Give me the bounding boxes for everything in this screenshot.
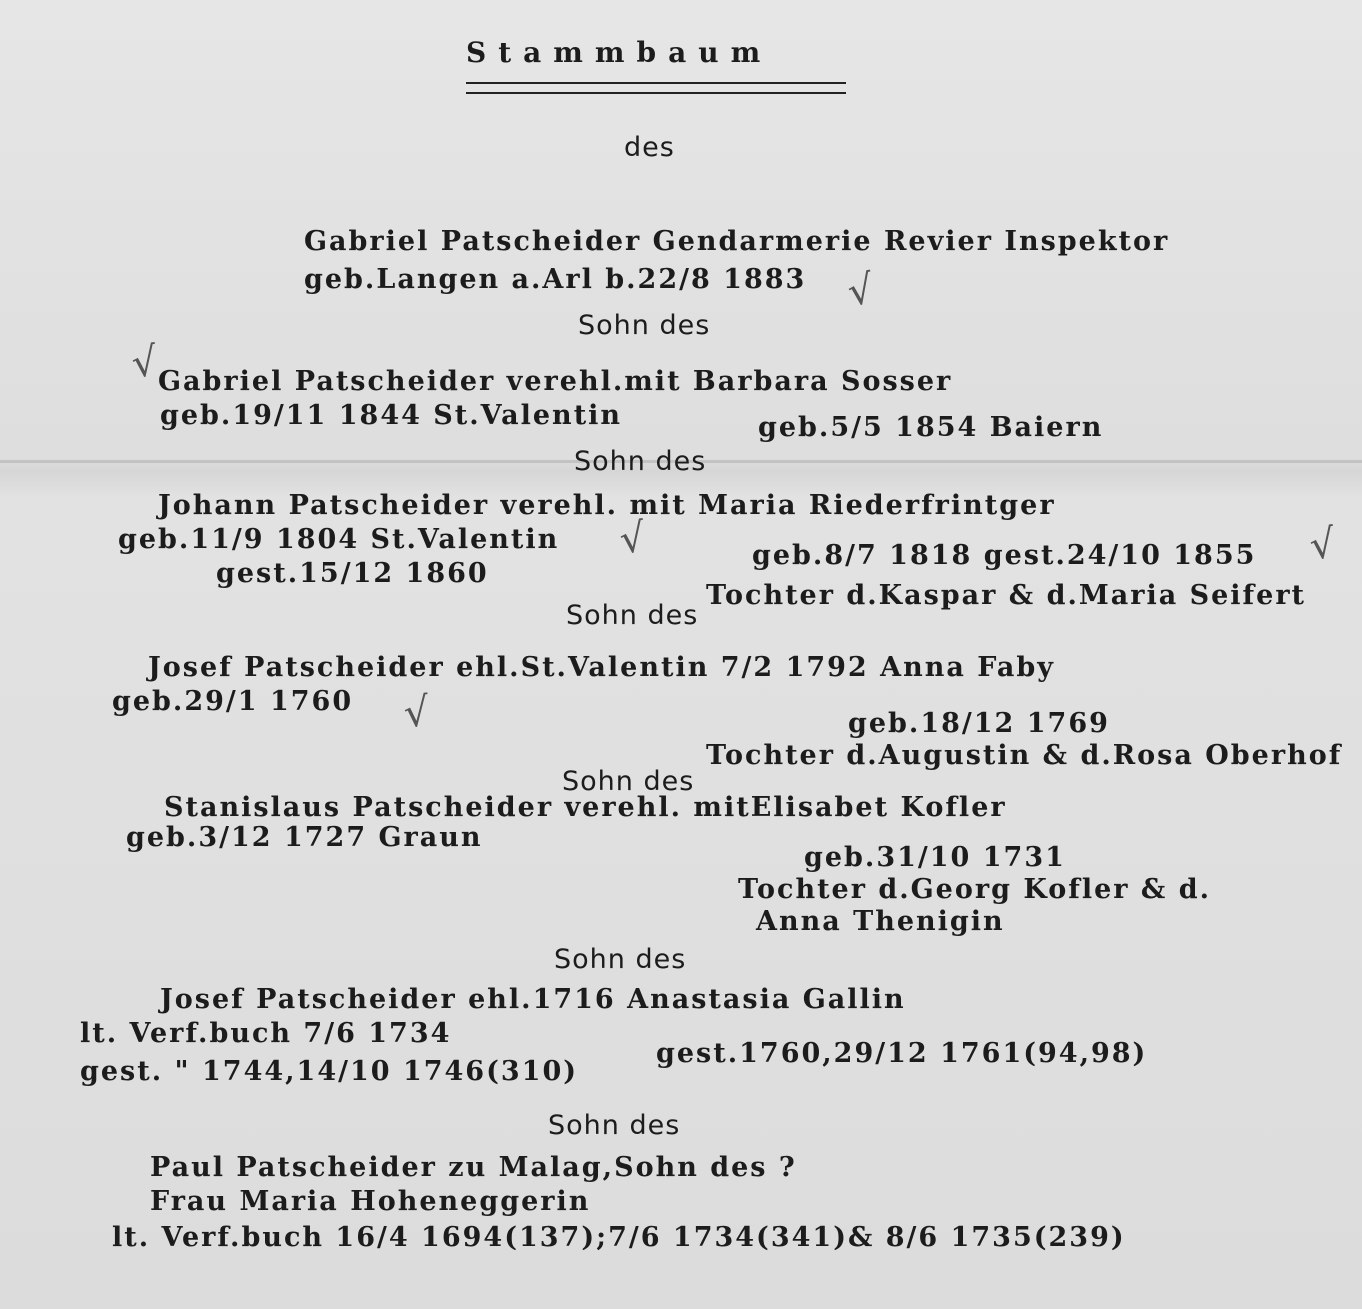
- entry-3-line-5: Tochter d.Kaspar & d.Maria Seifert: [706, 580, 1307, 611]
- entry-6-line-3: gest.1760,29/12 1761(94,98): [656, 1038, 1148, 1069]
- entry-2-line-3: geb.5/5 1854 Baiern: [758, 412, 1104, 443]
- check-mark-icon: √: [1306, 520, 1339, 570]
- entry-4-line-2: geb.29/1 1760: [112, 686, 354, 717]
- entry-5-line-1: Stanislaus Patscheider verehl. mitElisabet Kofler: [164, 792, 1007, 823]
- entry-5-line-5: Anna Thenigin: [756, 906, 1005, 937]
- sohn-des-5: Sohn des: [554, 944, 687, 975]
- entry-1-line-2: geb.Langen a.Arl b.22/8 1883: [304, 264, 807, 295]
- entry-1-line-1: Gabriel Patscheider Gendarmerie Revier Inspektor: [304, 226, 1170, 257]
- entry-3-line-3: geb.8/7 1818 gest.24/10 1855: [752, 540, 1257, 571]
- entry-5-line-4: Tochter d.Georg Kofler & d.: [738, 874, 1211, 905]
- sohn-des-6: Sohn des: [548, 1110, 681, 1141]
- entry-4-line-3: geb.18/12 1769: [848, 708, 1110, 739]
- check-mark-icon: √: [128, 338, 161, 388]
- entry-6-line-4: gest. " 1744,14/10 1746(310): [80, 1056, 579, 1087]
- check-mark-icon: √: [401, 688, 432, 738]
- entry-5-line-2: geb.3/12 1727 Graun: [126, 822, 483, 853]
- entry-6-line-2: lt. Verf.buch 7/6 1734: [80, 1018, 452, 1049]
- entry-3-line-1: Johann Patscheider verehl. mit Maria Riederfrintger: [158, 490, 1056, 521]
- entry-5-line-3: geb.31/10 1731: [804, 842, 1066, 873]
- sohn-des-3: Sohn des: [566, 600, 699, 631]
- entry-3-line-2: geb.11/9 1804 St.Valentin: [118, 524, 560, 555]
- document-title: Stammbaum: [466, 36, 773, 69]
- entry-3-line-4: gest.15/12 1860: [216, 558, 489, 589]
- subtitle: des: [624, 132, 675, 163]
- sohn-des-1: Sohn des: [578, 310, 711, 341]
- check-mark-icon: √: [844, 266, 878, 316]
- entry-4-line-1: Josef Patscheider ehl.St.Valentin 7/2 1792 Anna Faby: [148, 652, 1055, 683]
- sohn-des-2: Sohn des: [574, 446, 707, 477]
- entry-2-line-2: geb.19/11 1844 St.Valentin: [160, 400, 623, 431]
- entry-6-line-1: Josef Patscheider ehl.1716 Anastasia Gallin: [160, 984, 906, 1015]
- sohn-des-4: Sohn des: [562, 766, 695, 797]
- entry-7-line-2: Frau Maria Hoheneggerin: [150, 1186, 591, 1217]
- check-mark-icon: √: [616, 514, 649, 564]
- entry-7-line-3: lt. Verf.buch 16/4 1694(137);7/6 1734(341)& 8/6 1735(239): [112, 1222, 1126, 1253]
- entry-7-line-1: Paul Patscheider zu Malag,Sohn des ?: [150, 1152, 797, 1183]
- title-underline: [466, 82, 846, 94]
- entry-4-line-4: Tochter d.Augustin & d.Rosa Oberhof: [706, 740, 1343, 771]
- entry-2-line-1: Gabriel Patscheider verehl.mit Barbara Sosser: [158, 366, 953, 397]
